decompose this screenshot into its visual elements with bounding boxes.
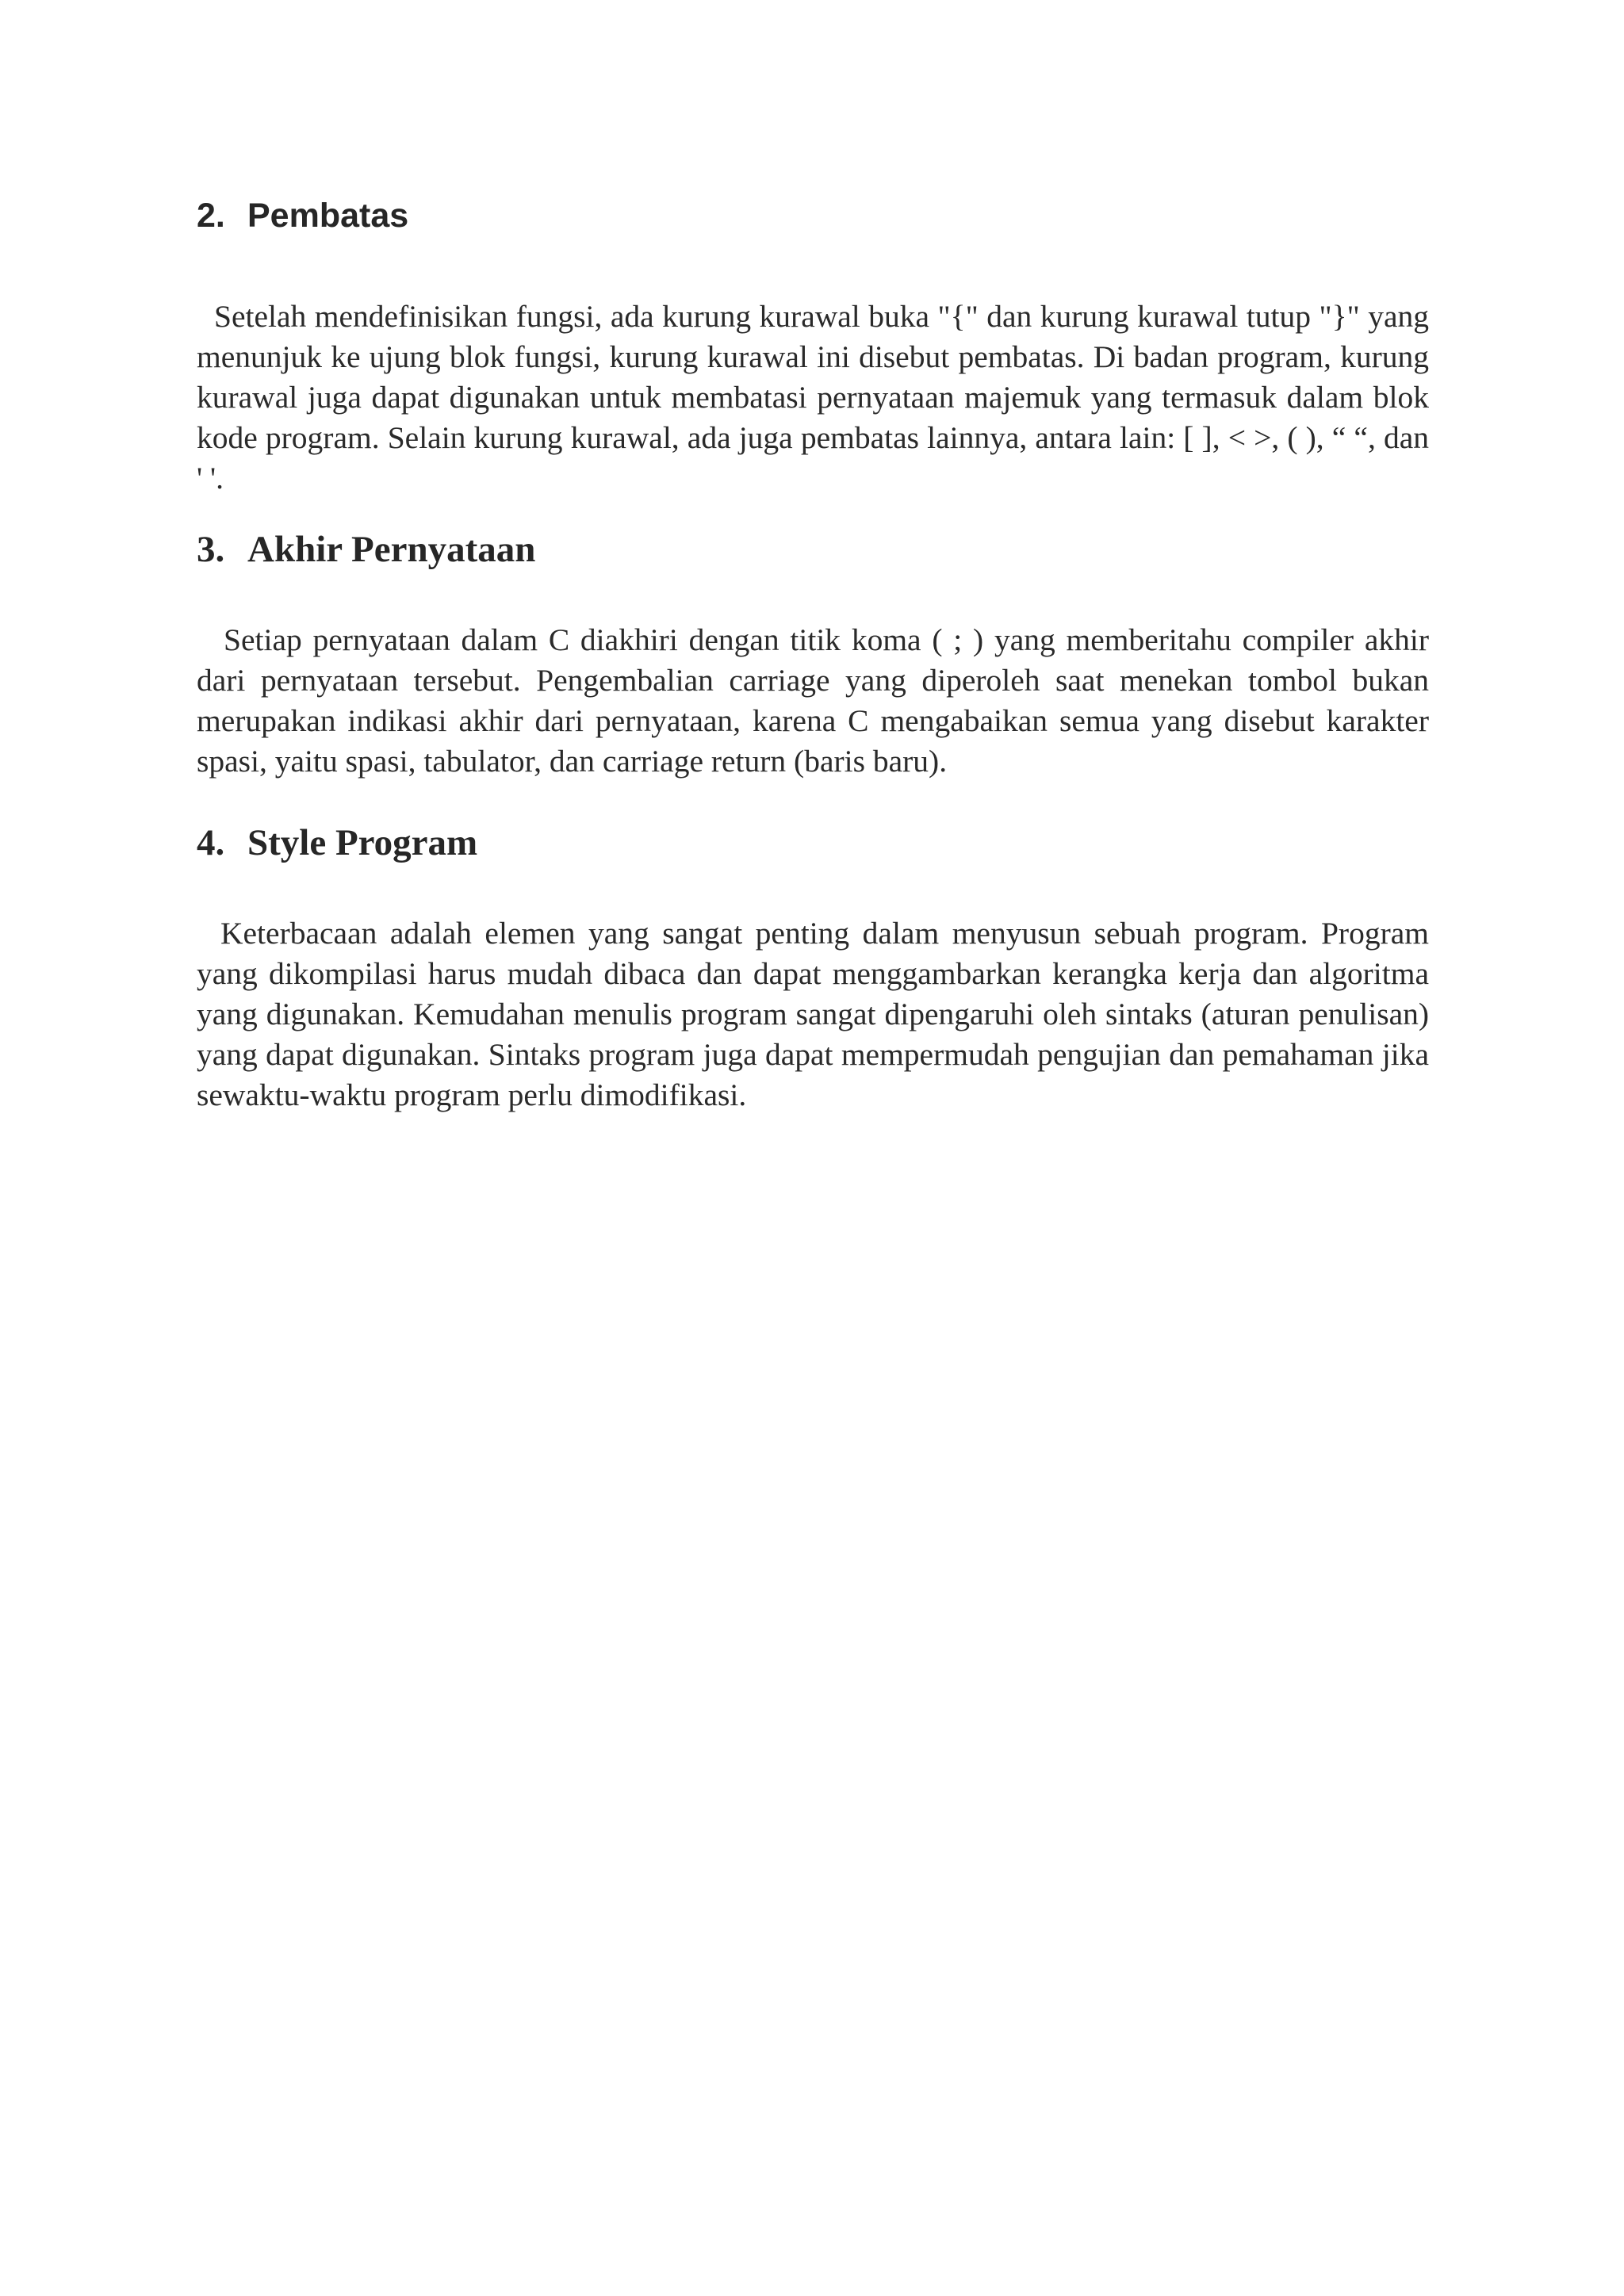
section-pembatas <box>197 197 1429 235</box>
paragraph-akhir-wrap <box>197 620 1429 782</box>
section-number: 3. <box>197 529 225 570</box>
section-paragraph <box>197 297 1429 499</box>
section-title: Style Program <box>247 822 478 863</box>
section-heading <box>197 821 1429 864</box>
paragraph-style-wrap <box>197 913 1429 1115</box>
paragraph-text: Setiap pernyataan dalam C diakhiri dengan titik koma ( ; ) yang memberitahu compiler akhir dari pernyataan tersebut. Pengembalian carriage yang diperoleh saat menekan tombol bukan merupakan indikasi akhir dari pernyataan, karena C mengabaikan semua yang disebut karakter spasi, yaitu spasi, tabulator, dan carriage return (baris baru). <box>197 622 1429 779</box>
paragraph-text: Keterbacaan adalah elemen yang sangat penting dalam menyusun sebuah program. Program yang dikompilasi harus mudah dibaca dan dapat menggambarkan kerangka kerja dan algoritma yang digunakan. Kemudahan menulis program sangat dipengaruhi oleh sintaks (aturan penulisan) yang dapat digunakan. Sintaks program juga dapat mempermudah pengujian dan pemahaman jika sewaktu-waktu program perlu dimodifikasi. <box>197 916 1429 1112</box>
section-number: 2. <box>197 197 225 235</box>
section-akhir-pernyataan <box>197 528 1429 571</box>
section-heading <box>197 528 1429 571</box>
section-paragraph <box>197 913 1429 1115</box>
section-style-program <box>197 821 1429 864</box>
paragraph-pembatas-wrap <box>197 297 1429 499</box>
section-heading <box>197 197 1429 235</box>
section-paragraph <box>197 620 1429 782</box>
section-title: Pembatas <box>247 197 409 235</box>
paragraph-text: Setelah mendefinisikan fungsi, ada kurung kurawal buka "{" dan kurung kurawal tutup "}" yang menunjuk ke ujung blok fungsi, kurung kurawal ini disebut pembatas. Di badan program, kurung kurawal juga dapat digunakan untuk membatasi pernyataan majemuk yang termasuk dalam blok kode program. Selain kurung kurawal, ada juga pembatas lainnya, antara lain: [ ], < >, ( ), “ “, dan ' '. <box>197 299 1429 496</box>
section-number: 4. <box>197 822 225 863</box>
section-title: Akhir Pernyataan <box>247 529 536 570</box>
